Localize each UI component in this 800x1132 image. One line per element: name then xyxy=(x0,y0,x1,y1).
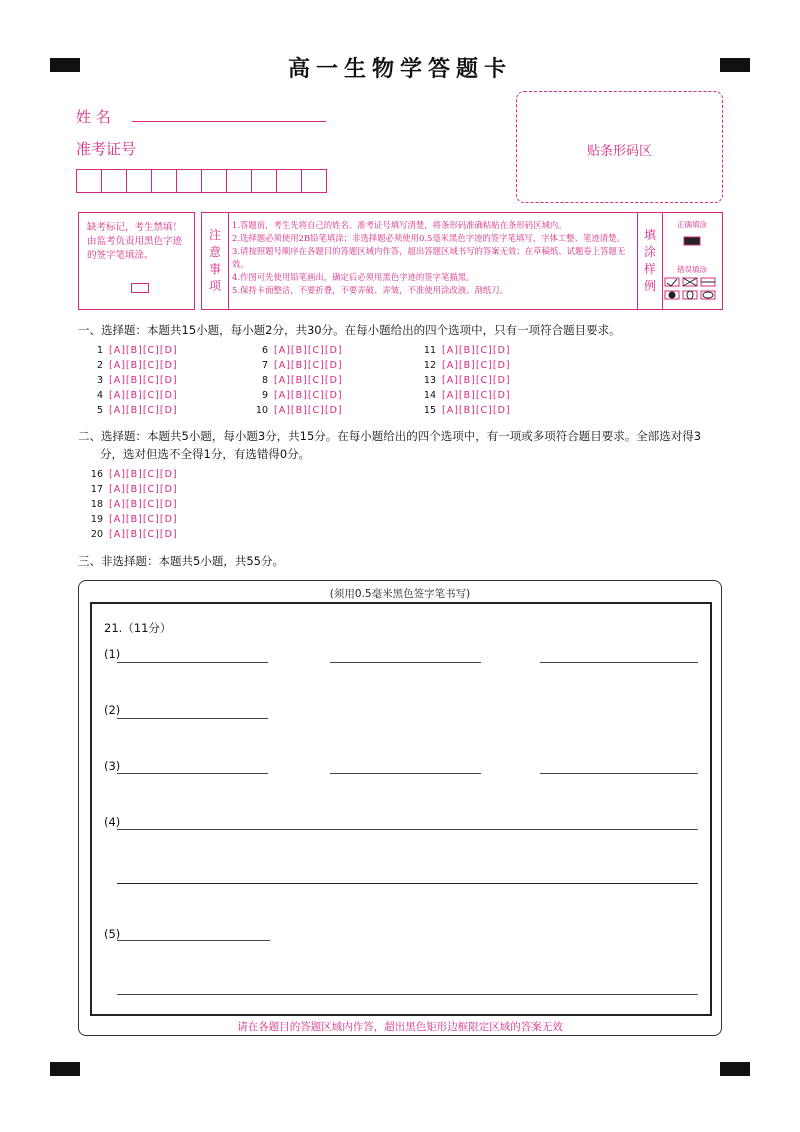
question-number: 12 xyxy=(423,360,436,371)
answer-bubbles[interactable]: [A][B][C][D] xyxy=(109,499,178,510)
choice-question-row xyxy=(85,484,178,495)
absent-instruction: 缺考标记，考生禁填！由监考负责用黑色字迹的签字笔填涂。 xyxy=(87,222,183,261)
note-item: 4.作图可先使用铅笔画出，确定后必须用黑色字迹的签字笔描黑。 xyxy=(232,272,475,282)
absent-mark-box xyxy=(78,212,195,310)
question-number: 15 xyxy=(423,405,436,416)
answer-bubbles[interactable]: [A][B][C][D] xyxy=(109,360,178,371)
answer-bubbles[interactable]: [A][B][C][D] xyxy=(442,405,511,416)
barcode-label: 贴条形码区 xyxy=(586,144,652,159)
answer-line[interactable] xyxy=(117,883,698,884)
question-number: 14 xyxy=(423,390,436,401)
answer-line[interactable] xyxy=(330,773,481,774)
answer-bubbles[interactable]: [A][B][C][D] xyxy=(442,345,511,356)
answer-bubbles[interactable]: [A][B][C][D] xyxy=(109,345,178,356)
answer-bubbles[interactable]: [A][B][C][D] xyxy=(442,360,511,371)
choice-question-row xyxy=(85,499,178,510)
choice-question-row xyxy=(250,375,343,386)
name-field[interactable] xyxy=(132,121,326,122)
fill-example xyxy=(662,219,722,307)
note-item: 1.答题前，考生先将自己的姓名、准考证号填写清楚，将条形码准确粘贴在条形码区域内。 xyxy=(232,220,567,230)
id-label: 准考证号 xyxy=(76,140,137,158)
part-1-label: (1) xyxy=(104,647,121,661)
question-number: 19 xyxy=(90,514,103,525)
answer-bubbles[interactable]: [A][B][C][D] xyxy=(109,375,178,386)
question-number: 7 xyxy=(261,360,268,371)
absent-checkbox[interactable] xyxy=(131,283,149,293)
choice-question-row xyxy=(418,390,511,401)
answer-bubbles[interactable]: [A][B][C][D] xyxy=(274,390,343,401)
choice-question-row xyxy=(85,469,178,480)
choice-question-row xyxy=(85,360,178,371)
section-1-heading: 一、选择题：本题共15小题，每小题2分，共30分。在每小题给出的四个选项中，只有一项符合题目要求。 xyxy=(78,323,621,337)
question-number: 6 xyxy=(261,345,268,356)
correct-fill-icon xyxy=(672,230,712,252)
answer-bubbles[interactable]: [A][B][C][D] xyxy=(442,375,511,386)
wrong-fill-label: 错误填涂 xyxy=(677,265,707,274)
question-number: 1 xyxy=(96,345,103,356)
question-number: 18 xyxy=(90,499,103,510)
choice-question-row xyxy=(250,345,343,356)
note-item: 2.选择题必须使用2B铅笔填涂；非选择题必须使用0.5毫米黑色字迹的签字笔填写，字体工整、笔迹清楚。 xyxy=(232,233,625,243)
answer-line[interactable] xyxy=(117,829,698,830)
answer-bubbles[interactable]: [A][B][C][D] xyxy=(274,345,343,356)
question-number: 16 xyxy=(90,469,103,480)
answer-line[interactable] xyxy=(330,662,481,663)
boundary-warning: 请在各题目的答题区域内作答，超出黑色矩形边框限定区域的答案无效 xyxy=(237,1021,563,1033)
answer-line[interactable] xyxy=(117,773,268,774)
answer-area-q21[interactable] xyxy=(90,602,712,1016)
registration-mark-bottom-right xyxy=(720,1062,750,1076)
answer-bubbles[interactable]: [A][B][C][D] xyxy=(274,405,343,416)
part-4-label: (4) xyxy=(104,815,121,829)
choice-question-row xyxy=(85,405,178,416)
answer-bubbles[interactable]: [A][B][C][D] xyxy=(109,469,178,480)
choice-question-row xyxy=(418,360,511,371)
choice-question-row xyxy=(418,345,511,356)
id-number-boxes[interactable] xyxy=(76,169,326,193)
question-number: 10 xyxy=(255,405,268,416)
choice-question-row xyxy=(250,405,343,416)
answer-line[interactable] xyxy=(117,718,268,719)
answer-bubbles[interactable]: [A][B][C][D] xyxy=(109,514,178,525)
registration-mark-bottom-left xyxy=(50,1062,80,1076)
name-label: 姓 名 xyxy=(76,108,111,126)
answer-line[interactable] xyxy=(540,773,698,774)
answer-bubbles[interactable]: [A][B][C][D] xyxy=(109,405,178,416)
note-item: 3.请按照题号顺序在各题目的答题区域内作答，超出答题区域书写的答案无效；在草稿纸、试题卷上答题无效。 xyxy=(232,246,626,269)
choice-question-row xyxy=(250,390,343,401)
question-number: 2 xyxy=(96,360,103,371)
section-2-heading: 二、选择题：本题共5小题，每小题3分，共15分。在每小题给出的四个选项中，有一项或多项符合题目要求。全部选对得3 xyxy=(78,429,702,443)
section-3-heading: 三、非选择题：本题共5小题，共55分。 xyxy=(78,554,284,568)
question-number: 11 xyxy=(423,345,436,356)
answer-writing-note: (须用0.5毫米黑色签字笔书写) xyxy=(329,588,471,600)
choice-question-row xyxy=(250,360,343,371)
question-number: 17 xyxy=(90,484,103,495)
wrong-fill-icons xyxy=(663,275,721,305)
question-number: 20 xyxy=(90,529,103,540)
answer-bubbles[interactable]: [A][B][C][D] xyxy=(274,360,343,371)
answer-line[interactable] xyxy=(117,940,270,941)
question-number: 9 xyxy=(261,390,268,401)
question-number: 5 xyxy=(96,405,103,416)
part-5-label: (5) xyxy=(104,927,121,941)
correct-fill-label: 正确填涂 xyxy=(677,220,707,229)
answer-bubbles[interactable]: [A][B][C][D] xyxy=(109,390,178,401)
page-title: 高一生物学答题卡 xyxy=(287,57,512,82)
barcode-area xyxy=(516,91,723,203)
choice-question-row xyxy=(418,375,511,386)
notes-list xyxy=(232,219,637,297)
choice-question-row xyxy=(85,390,178,401)
question-21-label: 21.（11分） xyxy=(104,621,172,635)
notes-heading: 注 意 事 项 xyxy=(202,213,229,309)
answer-bubbles[interactable]: [A][B][C][D] xyxy=(109,484,178,495)
choice-question-row xyxy=(418,405,511,416)
answer-bubbles[interactable]: [A][B][C][D] xyxy=(109,529,178,540)
answer-bubbles[interactable]: [A][B][C][D] xyxy=(442,390,511,401)
part-2-label: (2) xyxy=(104,703,121,717)
note-item: 5.保持卡面整洁，不要折叠，不要弄破、弄皱，不准使用涂改液、刮纸刀。 xyxy=(232,285,508,295)
choice-question-row xyxy=(85,375,178,386)
choice-question-row xyxy=(85,529,178,540)
choice-question-row xyxy=(85,345,178,356)
notes-panel xyxy=(201,212,723,310)
choice-question-row xyxy=(85,514,178,525)
answer-line[interactable] xyxy=(117,662,268,663)
answer-line[interactable] xyxy=(117,994,698,995)
question-number: 13 xyxy=(423,375,436,386)
part-3-label: (3) xyxy=(104,759,121,773)
question-number: 3 xyxy=(96,375,103,386)
answer-bubbles[interactable]: [A][B][C][D] xyxy=(274,375,343,386)
section-2-heading-cont: 分，选对但选不全得1分，有选错得0分。 xyxy=(100,447,311,461)
question-number: 4 xyxy=(96,390,103,401)
question-number: 8 xyxy=(261,375,268,386)
fill-example-heading: 填 涂 样 例 xyxy=(637,213,663,309)
answer-line[interactable] xyxy=(540,662,698,663)
